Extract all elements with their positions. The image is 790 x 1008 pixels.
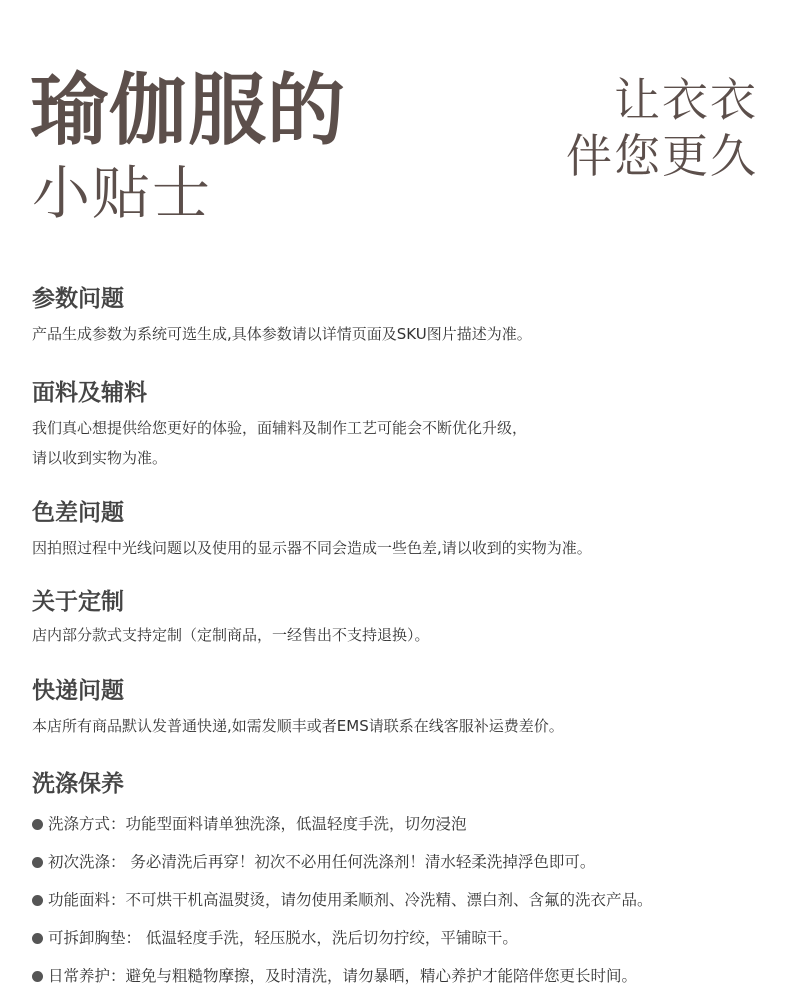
page-subtitle: 小贴士 — [32, 159, 213, 227]
list-item-text: 功能面料：不可烘干机高温熨烫，请勿使用柔顺剂、冷洗精、漂白剂、含氟的洗衣产品。 — [48, 891, 653, 909]
bullet-icon — [32, 971, 43, 982]
section-title-shipping: 快递问题 — [32, 678, 124, 704]
slogan-line-1: 让衣衣 — [614, 73, 758, 127]
slogan — [566, 72, 758, 184]
section-line: 请以收到实物为准。 — [32, 449, 168, 467]
list-item — [32, 931, 518, 947]
section-line: 店内部分款式支持定制（定制商品，一经售出不支持退换）。 — [32, 626, 430, 644]
section-body-color-difference — [32, 533, 592, 563]
list-item-text: 日常养护：避免与粗糙物摩擦，及时清洗，请勿暴晒，精心养护才能陪伴您更长时间。 — [48, 967, 638, 985]
bullet-icon — [32, 819, 43, 830]
list-item — [32, 855, 595, 871]
section-line: 我们真心想提供给您更好的体验，面辅料及制作工艺可能会不断优化升级， — [32, 419, 528, 437]
section-body-shipping — [32, 711, 564, 741]
bullet-icon — [32, 857, 43, 868]
list-item — [32, 969, 637, 985]
bullet-icon — [32, 933, 43, 944]
section-body-fabric — [32, 413, 527, 473]
section-title-washing: 洗涤保养 — [32, 771, 124, 797]
bullet-icon — [32, 895, 43, 906]
list-item-text: 初次洗涤： 务必清洗后再穿！初次不必用任何洗涤剂！清水轻柔洗掉浮色即可。 — [48, 853, 596, 871]
section-line: 产品生成参数为系统可选生成,具体参数请以详情页面及SKU图片描述为准。 — [32, 325, 532, 343]
section-title-color-difference: 色差问题 — [32, 500, 124, 526]
section-line: 因拍照过程中光线问题以及使用的显示器不同会造成一些色差,请以收到的实物为准。 — [32, 539, 592, 557]
list-item — [32, 817, 467, 833]
slogan-line-2: 伴您更久 — [566, 129, 758, 183]
section-title-parameters: 参数问题 — [32, 286, 124, 312]
section-body-parameters — [32, 319, 532, 349]
list-item-text: 洗涤方式：功能型面料请单独洗涤，低温轻度手洗，切勿浸泡 — [48, 815, 467, 833]
section-line: 本店所有商品默认发普通快递,如需发顺丰或者EMS请联系在线客服补运费差价。 — [32, 717, 564, 735]
section-body-customization — [32, 620, 430, 650]
section-title-customization: 关于定制 — [32, 589, 124, 615]
list-item-text: 可拆卸胸垫： 低温轻度手洗，轻压脱水，洗后切勿拧绞，平铺晾干。 — [48, 929, 518, 947]
page-title: 瑜伽服的 — [30, 66, 347, 156]
list-item — [32, 893, 653, 909]
section-title-fabric: 面料及辅料 — [32, 380, 147, 406]
